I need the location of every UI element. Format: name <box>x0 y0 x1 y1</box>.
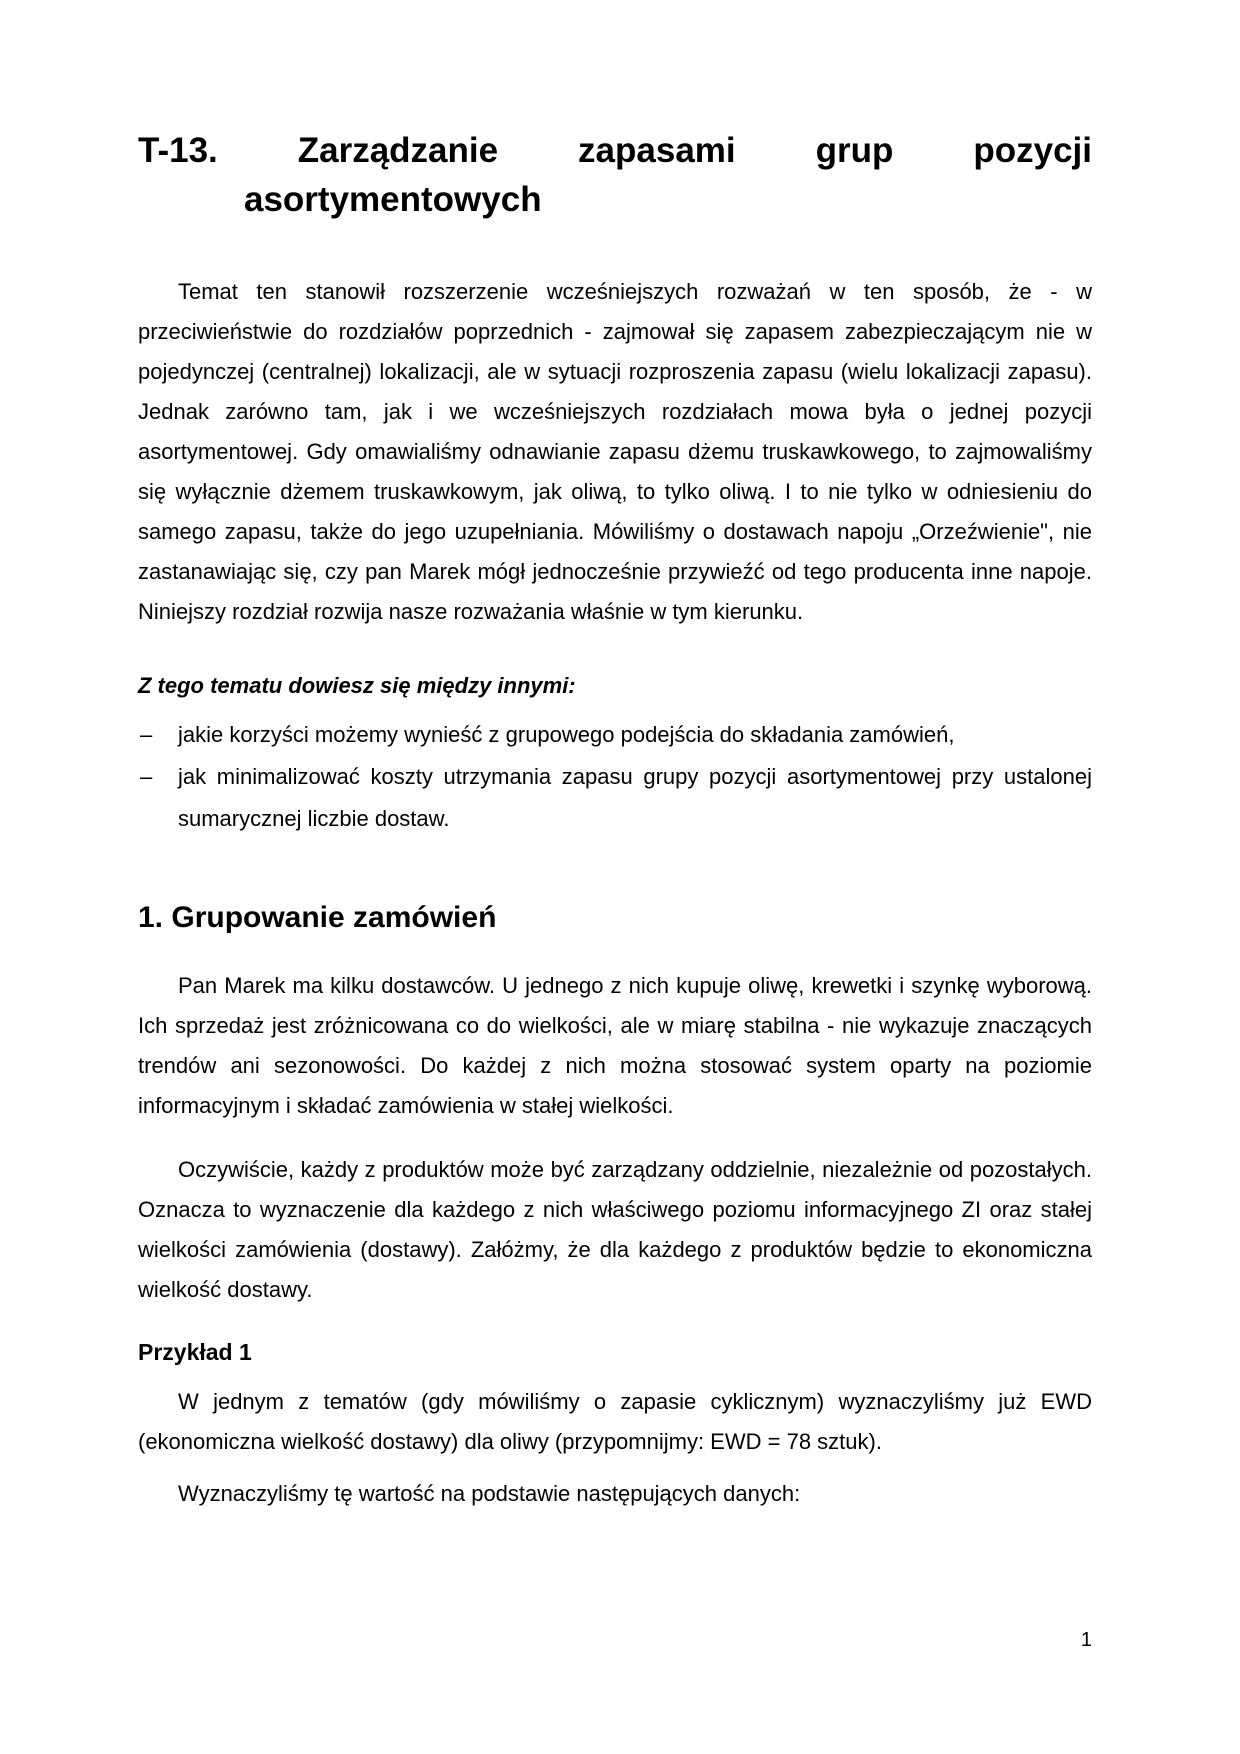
page-content <box>138 0 1092 1526</box>
list-item <box>138 714 1092 756</box>
dash-bullet-icon: – <box>140 722 153 747</box>
dash-bullet-icon: – <box>140 764 153 789</box>
section-paragraph: Oczywiście, każdy z produktów może być zarządzany oddzielnie, niezależnie od pozostałych. Oznacza to wyznaczenie dla każdego z nich właściwego poziomu informacyjnego ZI oraz stałej wielkości zamówienia (dostawy). Załóżmy, że dla każdego z produktów będzie to ekonomiczna wielkość dostawy. <box>138 1157 1092 1302</box>
list-item-text: jak minimalizować koszty utrzymania zapasu grupy pozycji asortymentowej przy ustalonej sumarycznej liczbie dostaw. <box>178 764 1092 831</box>
learn-objectives-list <box>138 714 1092 840</box>
section-paragraph: Pan Marek ma kilku dostawców. U jednego z nich kupuje oliwę, krewetki i szynkę wyborową. Ich sprzedaż jest zróżnicowana co do wielkości, ale w miarę stabilna - nie wykazuje znaczących trendów ani sezonowości. Do każdej z nich można stosować system oparty na poziomie informacyjnym i składać zamówienia w stałej wielkości. <box>138 973 1092 1118</box>
example-heading: Przykład 1 <box>138 1339 252 1365</box>
section-heading: 1. Grupowanie zamówień <box>138 901 497 934</box>
learn-objectives-heading: Z tego tematu dowiesz się między innymi: <box>138 673 576 698</box>
page-title <box>138 126 1092 224</box>
section-grupowanie-zamowien <box>138 898 1092 1310</box>
page-number: 1 <box>1080 1629 1092 1651</box>
list-item-text: jakie korzyści możemy wynieść z grupowego podejścia do składania zamówień, <box>178 722 955 747</box>
example-1-block <box>138 1334 1092 1514</box>
example-paragraph: Wyznaczyliśmy tę wartość na podstawie następujących danych: <box>178 1481 801 1506</box>
intro-paragraph: Temat ten stanowił rozszerzenie wcześniejszych rozważań w ten sposób, że - w przeciwieństwie do rozdziałów poprzednich - zajmował się zapasem zabezpieczającym nie w pojedynczej (centralnej) lokalizacji, ale w sytuacji rozproszenia zapasu (wielu lokalizacji zapasu). Jednak zarówno tam, jak i we wcześniejszych rozdziałach mowa była o jednej pozycji asortymentowej. Gdy omawialiśmy odnawianie zapasu dżemu truskawkowego, to zajmowaliśmy się wyłącznie dżemem truskawkowym, jak oliwą, to tylko oliwą. I to nie tylko w odniesieniu do samego zapasu, także do jego uzupełniania. Mówiliśmy o dostawach napoju „Orzeźwienie", nie zastanawiając się, czy pan Marek mógł jednocześnie przywieźć od tego producenta inne napoje. Niniejszy rozdział rozwija nasze rozważania właśnie w tym kierunku. <box>138 279 1092 624</box>
page-title-line2: asortymentowych <box>244 180 542 219</box>
list-item <box>138 756 1092 840</box>
example-paragraph: W jednym z tematów (gdy mówiliśmy o zapasie cyklicznym) wyznaczyliśmy już EWD (ekonomiczna wielkość dostawy) dla oliwy (przypomnijmy: EWD = 78 sztuk). <box>138 1389 1092 1454</box>
page-title-line1: T-13. Zarządzanie zapasami grup pozycji <box>138 131 1092 170</box>
